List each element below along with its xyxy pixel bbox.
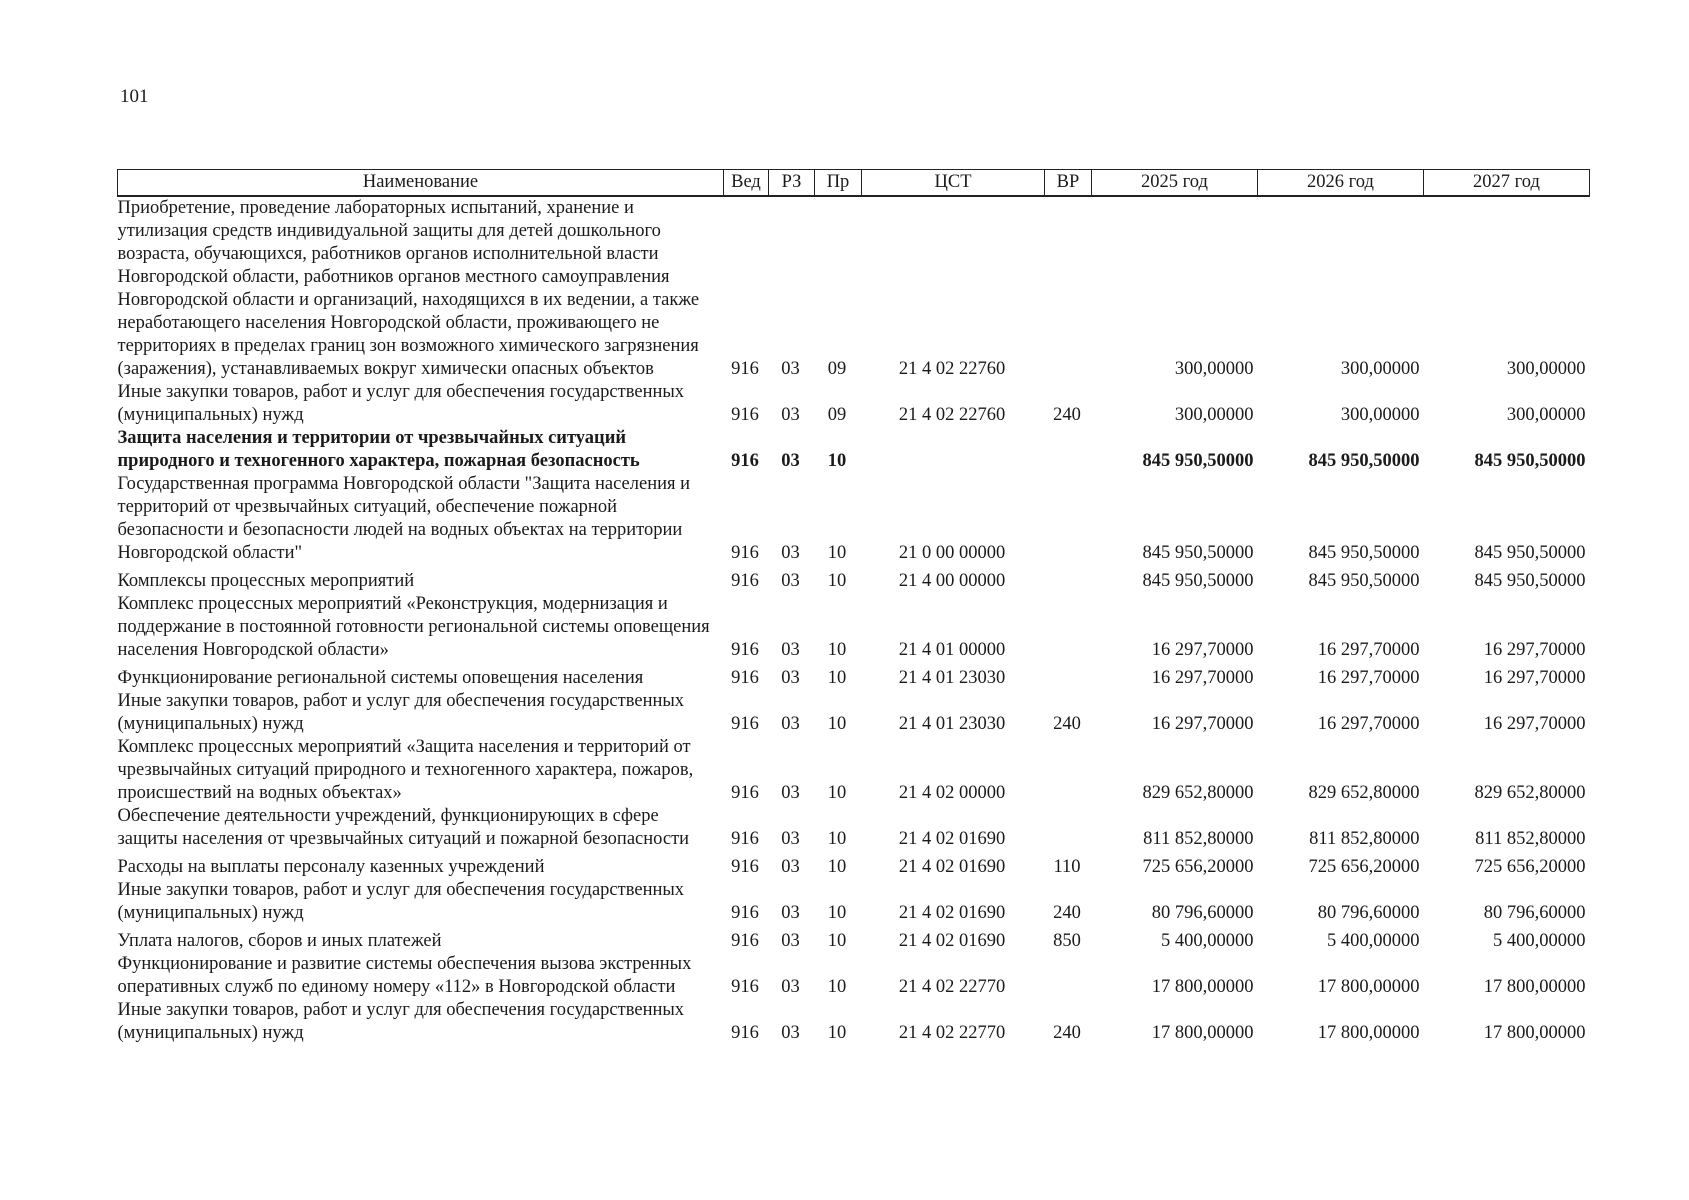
row-ved: 916 — [731, 829, 759, 849]
row-pr: 10 — [827, 783, 847, 803]
row-2027: 300,00000 — [1506, 359, 1586, 379]
row-vr: 110 — [1053, 857, 1081, 877]
row-rz: 03 — [781, 571, 800, 591]
row-2025: 829 652,80000 — [1142, 783, 1254, 803]
row-rz: 03 — [781, 359, 800, 379]
row-pr: 10 — [827, 903, 847, 923]
row-vr — [1045, 565, 1092, 593]
row-2026: 300,00000 — [1340, 359, 1420, 379]
row-name: Иные закупки товаров, работ и услуг для обеспечения государственных (муниципальных) нужд — [117, 1000, 685, 1043]
row-rz: 03 — [781, 640, 800, 660]
row-2027: 300,00000 — [1506, 405, 1586, 425]
table-row — [118, 953, 1590, 999]
row-2025: 300,00000 — [1174, 359, 1254, 379]
row-pr: 09 — [827, 405, 847, 425]
row-rz: 03 — [781, 714, 800, 734]
row-2025: 845 950,50000 — [1142, 543, 1254, 563]
table-row — [118, 196, 1590, 381]
row-name: Иные закупки товаров, работ и услуг для обеспечения государственных (муниципальных) нужд — [117, 880, 685, 923]
row-pr: 10 — [827, 714, 847, 734]
header-2026: 2026 год — [1258, 170, 1424, 197]
row-cst: 21 4 00 00000 — [898, 571, 1006, 591]
row-2026: 845 950,50000 — [1308, 543, 1420, 563]
budget-table — [117, 169, 1590, 1045]
row-name: Функционирование и развитие системы обеспечения вызова экстренных оперативных служб по единому номеру «112» в Новгородской области — [117, 954, 692, 997]
row-2026: 845 950,50000 — [1308, 451, 1420, 471]
row-rz: 03 — [781, 1023, 800, 1043]
row-name: Комплексы процессных мероприятий — [117, 571, 415, 591]
table-body — [118, 196, 1590, 1045]
table-row — [118, 381, 1590, 427]
row-rz: 03 — [781, 903, 800, 923]
row-pr: 10 — [827, 931, 847, 951]
row-name: Приобретение, проведение лабораторных испытаний, хранение и утилизация средств индивидуальной защиты для детей дошкольного возраста, обучающихся, работников органов исполнительной власти Новгородской области, работников органов местного самоуправления Новгородской области и организаций, находящихся в их ведении, а также неработающего населения Новгородской области, проживающего не территориях в пределах границ зон возможного химического загрязнения (заражения), устанавливаемых вокруг химически опасных объектов — [117, 198, 700, 379]
row-vr — [1045, 473, 1092, 565]
row-2027: 845 950,50000 — [1474, 451, 1586, 471]
row-pr: 10 — [827, 829, 847, 849]
page-number: 101 — [120, 86, 149, 107]
row-2025: 5 400,00000 — [1161, 931, 1254, 951]
table-row — [118, 690, 1590, 736]
row-ved: 916 — [731, 903, 759, 923]
row-cst: 21 4 02 01690 — [898, 903, 1006, 923]
row-ved: 916 — [731, 451, 759, 471]
row-rz: 03 — [781, 829, 800, 849]
table-row — [118, 851, 1590, 879]
row-vr — [1045, 805, 1092, 851]
row-cst: 21 4 02 01690 — [898, 931, 1006, 951]
row-ved: 916 — [731, 714, 759, 734]
row-name: Иные закупки товаров, работ и услуг для обеспечения государственных (муниципальных) нужд — [117, 691, 685, 734]
row-cst: 21 4 02 01690 — [898, 857, 1006, 877]
row-2025: 16 297,70000 — [1151, 668, 1254, 688]
row-pr: 10 — [827, 668, 847, 688]
row-cst: 21 4 02 22760 — [898, 405, 1006, 425]
row-2027: 829 652,80000 — [1474, 783, 1586, 803]
table-row — [118, 565, 1590, 593]
row-2027: 17 800,00000 — [1483, 1023, 1586, 1043]
row-rz: 03 — [781, 668, 800, 688]
row-2025: 17 800,00000 — [1151, 977, 1254, 997]
row-rz: 03 — [781, 977, 800, 997]
row-2027: 725 656,20000 — [1474, 857, 1586, 877]
row-ved: 916 — [731, 571, 759, 591]
row-vr — [1045, 662, 1092, 690]
row-pr: 09 — [827, 359, 847, 379]
row-cst: 21 4 02 22770 — [898, 977, 1006, 997]
row-2025: 845 950,50000 — [1142, 451, 1254, 471]
row-name: Функционирование региональной системы оповещения населения — [117, 668, 644, 688]
row-pr: 10 — [827, 1023, 847, 1043]
header-vr: ВР — [1045, 170, 1092, 197]
row-2027: 811 852,80000 — [1475, 829, 1586, 849]
row-name: Государственная программа Новгородской области "Защита населения и территорий от чрезвычайных ситуаций, обеспечение пожарной безопасности и безопасности людей на водных объектах на территории Новгородской области" — [117, 474, 691, 563]
row-2025: 16 297,70000 — [1151, 714, 1254, 734]
row-2026: 845 950,50000 — [1308, 571, 1420, 591]
row-2026: 5 400,00000 — [1327, 931, 1420, 951]
row-2026: 17 800,00000 — [1317, 977, 1420, 997]
row-2027: 80 796,60000 — [1483, 903, 1586, 923]
table-row — [118, 662, 1590, 690]
row-pr: 10 — [827, 571, 847, 591]
row-2026: 80 796,60000 — [1317, 903, 1420, 923]
row-name: Уплата налогов, сборов и иных платежей — [117, 931, 442, 951]
header-2027: 2027 год — [1424, 170, 1590, 197]
row-ved: 916 — [731, 931, 759, 951]
row-ved: 916 — [731, 543, 759, 563]
header-pr: Пр — [815, 170, 862, 197]
row-name: Иные закупки товаров, работ и услуг для обеспечения государственных (муниципальных) нужд — [117, 382, 685, 425]
row-cst: 21 4 02 01690 — [898, 829, 1006, 849]
row-2026: 300,00000 — [1340, 405, 1420, 425]
row-cst: 21 4 01 23030 — [898, 668, 1006, 688]
header-cst: ЦСТ — [862, 170, 1045, 197]
row-vr — [1045, 736, 1092, 805]
row-rz: 03 — [781, 931, 800, 951]
row-vr: 240 — [1053, 903, 1081, 923]
row-2026: 16 297,70000 — [1317, 640, 1420, 660]
row-vr: 240 — [1053, 714, 1081, 734]
row-2025: 300,00000 — [1174, 405, 1254, 425]
table-row — [118, 925, 1590, 953]
row-2025: 80 796,60000 — [1151, 903, 1254, 923]
row-rz: 03 — [781, 451, 800, 471]
row-2025: 845 950,50000 — [1142, 571, 1254, 591]
row-name: Комплекс процессных мероприятий «Реконструкция, модернизация и поддержание в постоянной готовности региональной системы оповещения населения Новгородской области» — [117, 594, 710, 660]
row-ved: 916 — [731, 857, 759, 877]
row-pr: 10 — [827, 543, 847, 563]
row-vr: 240 — [1053, 1023, 1081, 1043]
row-pr: 10 — [827, 451, 847, 471]
row-name: Комплекс процессных мероприятий «Защита населения и территорий от чрезвычайных ситуаций природного и техногенного характера, пожаров, происшествий на водных объектах» — [117, 737, 694, 803]
row-vr — [1045, 953, 1092, 999]
header-ved: Вед — [724, 170, 769, 197]
row-ved: 916 — [731, 359, 759, 379]
header-rz: РЗ — [769, 170, 815, 197]
row-2027: 17 800,00000 — [1483, 977, 1586, 997]
row-2026: 811 852,80000 — [1309, 829, 1420, 849]
table-row — [118, 473, 1590, 565]
row-ved: 916 — [731, 405, 759, 425]
row-2026: 16 297,70000 — [1317, 668, 1420, 688]
row-rz: 03 — [781, 543, 800, 563]
row-2027: 845 950,50000 — [1474, 543, 1586, 563]
row-2026: 16 297,70000 — [1317, 714, 1420, 734]
row-2025: 16 297,70000 — [1151, 640, 1254, 660]
row-ved: 916 — [731, 783, 759, 803]
header-name: Наименование — [118, 170, 724, 197]
table-row — [118, 879, 1590, 925]
row-2027: 16 297,70000 — [1483, 714, 1586, 734]
row-vr — [1045, 196, 1092, 381]
row-rz: 03 — [781, 405, 800, 425]
row-rz: 03 — [781, 857, 800, 877]
row-ved: 916 — [731, 668, 759, 688]
row-cst: 21 4 02 22770 — [898, 1023, 1006, 1043]
row-2027: 5 400,00000 — [1493, 931, 1586, 951]
row-ved: 916 — [731, 977, 759, 997]
row-pr: 10 — [827, 977, 847, 997]
row-rz: 03 — [781, 783, 800, 803]
table-row-section — [118, 427, 1590, 473]
header-2025: 2025 год — [1092, 170, 1258, 197]
row-name: Защита населения и территории от чрезвычайных ситуаций природного и техногенного характера, пожарная безопасность — [117, 428, 640, 471]
table-row — [118, 736, 1590, 805]
row-name: Обеспечение деятельности учреждений, функционирующих в сфере защиты населения от чрезвычайных ситуаций и пожарной безопасности — [117, 806, 690, 849]
row-2027: 16 297,70000 — [1483, 640, 1586, 660]
row-2026: 829 652,80000 — [1308, 783, 1420, 803]
row-2026: 17 800,00000 — [1317, 1023, 1420, 1043]
row-vr: 850 — [1053, 931, 1081, 951]
row-vr — [1045, 427, 1092, 473]
row-cst — [862, 427, 1045, 473]
table-header — [118, 170, 1590, 197]
row-cst: 21 4 02 00000 — [898, 783, 1006, 803]
row-ved: 916 — [731, 640, 759, 660]
row-2027: 16 297,70000 — [1483, 668, 1586, 688]
table-row — [118, 593, 1590, 662]
row-2026: 725 656,20000 — [1308, 857, 1420, 877]
row-2025: 725 656,20000 — [1142, 857, 1254, 877]
row-vr — [1045, 593, 1092, 662]
row-2025: 17 800,00000 — [1151, 1023, 1254, 1043]
row-2025: 811 852,80000 — [1143, 829, 1254, 849]
row-cst: 21 4 01 00000 — [898, 640, 1006, 660]
row-ved: 916 — [731, 1023, 759, 1043]
row-cst: 21 0 00 00000 — [898, 543, 1006, 563]
row-name: Расходы на выплаты персоналу казенных учреждений — [117, 857, 545, 877]
row-pr: 10 — [827, 640, 847, 660]
table-row — [118, 999, 1590, 1045]
row-cst: 21 4 02 22760 — [898, 359, 1006, 379]
table-row — [118, 805, 1590, 851]
row-2027: 845 950,50000 — [1474, 571, 1586, 591]
row-cst: 21 4 01 23030 — [898, 714, 1006, 734]
row-pr: 10 — [827, 857, 847, 877]
row-vr: 240 — [1053, 405, 1081, 425]
